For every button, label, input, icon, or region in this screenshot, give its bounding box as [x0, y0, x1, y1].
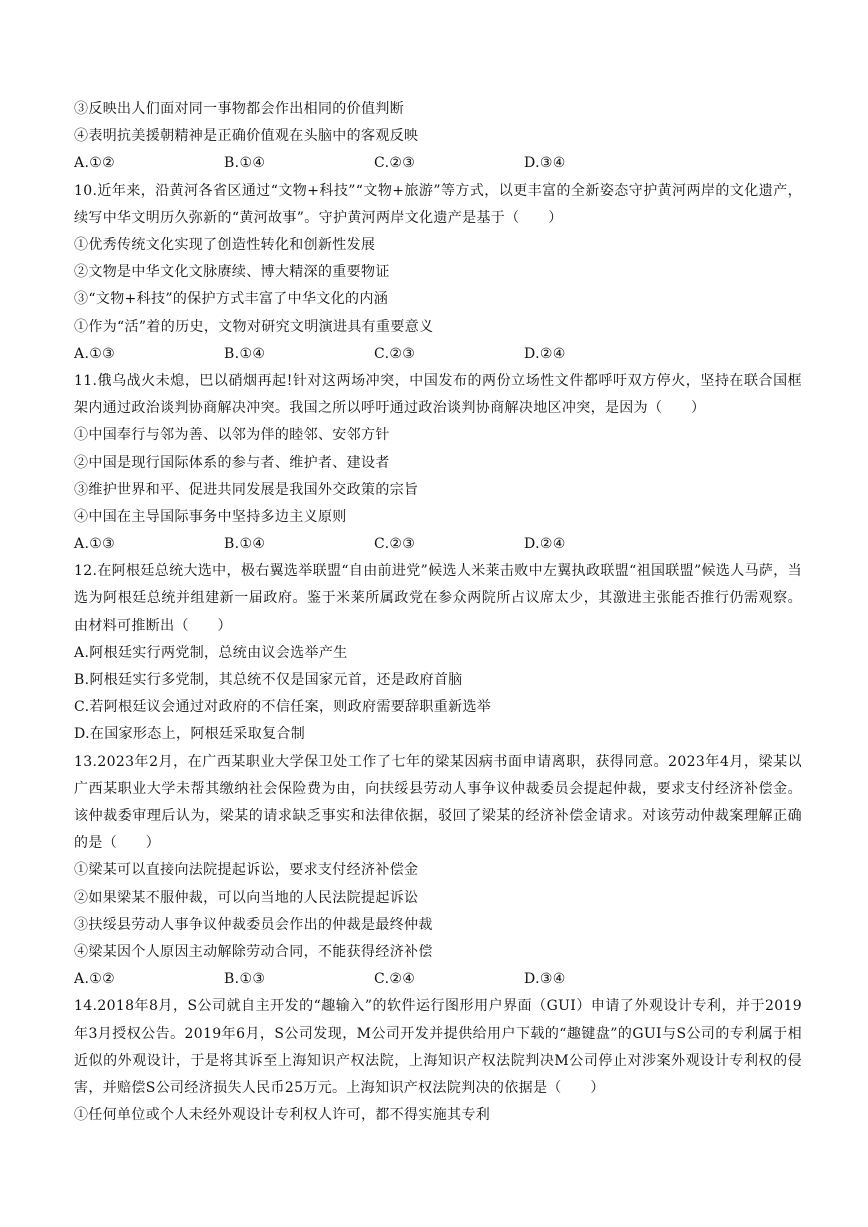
- q9-options: [74, 150, 802, 177]
- q10-stem: 10.近年来，沿黄河各省区通过“文物+科技”“文物+旅游”等方式，以更丰富的全新姿态守护黄河两岸的文化遗产，续写中华文明历久弥新的“黄河故事”。守护黄河两岸文化遗产是基于（ ）: [74, 182, 802, 226]
- q11-statement-4: ④中国在主导国际事务中坚持多边主义原则: [74, 508, 347, 525]
- q13-statement-2: ②如果梁某不服仲裁，可以向当地的人民法院提起诉讼: [74, 889, 419, 906]
- q12-option-d: D.在国家形态上，阿根廷采取复合制: [74, 726, 306, 743]
- q9-option-b: B.①④: [224, 155, 266, 172]
- q9-option-d: D.③④: [524, 155, 566, 172]
- q11-statement-1: ①中国奉行与邻为善、以邻为伴的睦邻、安邻方针: [74, 427, 390, 444]
- q11-option-c: C.②③: [374, 536, 416, 553]
- q13-options: [74, 966, 802, 993]
- q13-statement-3: ③扶绥县劳动人事争议仲裁委员会作出的仲裁是最终仲裁: [74, 916, 433, 933]
- q9-statement-4: ④表明抗美援朝精神是正确价值观在头脑中的客观反映: [74, 128, 419, 145]
- q11-option-a: A.①③: [74, 536, 116, 553]
- page-content: [74, 96, 802, 1129]
- q13-statement-1: ①梁某可以直接向法院提起诉讼，要求支付经济补偿金: [74, 862, 419, 879]
- q11-statement-3: ③维护世界和平、促进共同发展是我国外交政策的宗旨: [74, 481, 419, 498]
- q11-option-d: D.②④: [524, 536, 566, 553]
- q11-options: [74, 531, 802, 558]
- q10-option-d: D.②④: [524, 345, 566, 362]
- q14-statement-1: ①任何单位或个人未经外观设计专利权人许可，都不得实施其专利: [74, 1107, 491, 1124]
- q13-option-c: C.②④: [374, 971, 416, 988]
- q14-stem: 14.2018年8月，S公司就自主开发的“趣输入”的软件运行图形用户界面（GUI）申请了外观设计专利，并于2019年3月授权公告。2019年6月，S公司发现，M公司开发并提供给用户下载的“趣键盘”的GUI与S公司的专利属于相近似的外观设计，于是将其诉至上海知识产权法院，上海知识产权法院判决M公司停止对涉案外观设计专利权的侵害，并赔偿S公司经济损失人民币25万元。上海知识产权法院判决的依据是（ ）: [74, 998, 802, 1096]
- q12-stem: 12.在阿根廷总统大选中，极右翼选举联盟“自由前进党”候选人米莱击败中左翼执政联盟“祖国联盟”候选人马萨，当选为阿根廷总统并组建新一届政府。鉴于米莱所属政党在参众两院所占议席太少，其激进主张能否推行仍需观察。由材料可推断出（ ）: [74, 563, 802, 634]
- q11-statement-2: ②中国是现行国际体系的参与者、维护者、建设者: [74, 454, 390, 471]
- q9-option-a: A.①②: [74, 155, 116, 172]
- q13-option-b: B.①③: [224, 971, 266, 988]
- q12-option-c: C.若阿根廷议会通过对政府的不信任案，则政府需要辞职重新选举: [74, 699, 492, 716]
- q13-option-d: D.③④: [524, 971, 566, 988]
- q13-option-a: A.①②: [74, 971, 116, 988]
- q10-option-c: C.②③: [374, 345, 416, 362]
- q12-option-a: A.阿根廷实行两党制，总统由议会选举产生: [74, 644, 348, 661]
- q11-stem: 11.俄乌战火未熄，巴以硝烟再起!针对这两场冲突，中国发布的两份立场性文件都呼吁双方停火，坚持在联合国框架内通过政治谈判协商解决冲突。我国之所以呼吁通过政治谈判协商解决地区冲突，是因为（ ）: [74, 372, 802, 417]
- q9-statement-3: ③反映出人们面对同一事物都会作出相同的价值判断: [74, 101, 405, 117]
- q10-option-b: B.①④: [224, 345, 266, 362]
- q10-option-a: A.①③: [74, 345, 116, 362]
- q10-statement-4: ①作为“活”着的历史，文物对研究文明演进具有重要意义: [74, 318, 434, 335]
- q9-option-c: C.②③: [374, 155, 416, 172]
- q13-stem: 13.2023年2月，在广西某职业大学保卫处工作了七年的梁某因病书面申请离职，获得同意。2023年4月，梁某以广西某职业大学未帮其缴纳社会保险费为由，向扶绥县劳动人事争议仲裁委员会提起仲裁，要求支付经济补偿金。该仲裁委审理后认为，梁某的请求缺乏事实和法律依据，驳回了梁某的经济补偿金请求。对该劳动仲裁案理解正确的是（ ）: [74, 753, 802, 852]
- q12-option-b: B.阿根廷实行多党制，其总统不仅是国家元首，还是政府首脑: [74, 672, 463, 689]
- q11-option-b: B.①④: [224, 536, 266, 553]
- q10-statement-3: ③“文物+科技”的保护方式丰富了中华文化的内涵: [74, 291, 389, 308]
- q10-statement-1: ①优秀传统文化实现了创造性转化和创新性发展: [74, 236, 376, 253]
- q10-options: [74, 341, 802, 368]
- q10-statement-2: ②文物是中华文化文脉赓续、博大精深的重要物证: [74, 264, 390, 281]
- q13-statement-4: ④梁某因个人原因主动解除劳动合同，不能获得经济补偿: [74, 943, 433, 960]
